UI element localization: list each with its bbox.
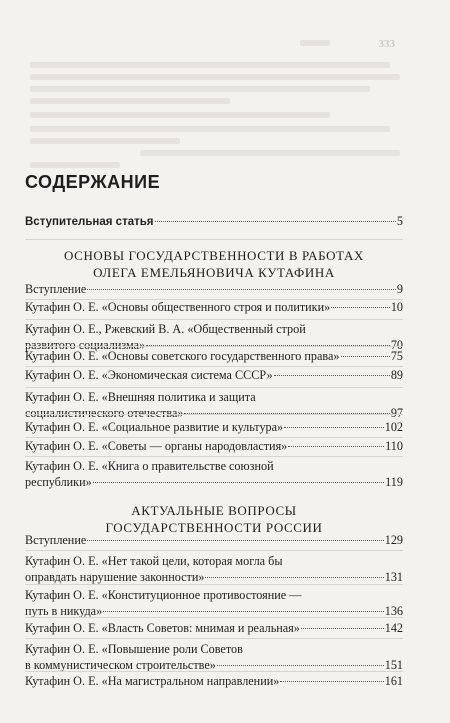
toc-entry-page: 10 (390, 300, 403, 314)
dot-leader (341, 356, 390, 357)
toc-entry-text: Вступление (25, 282, 87, 296)
dot-leader (93, 482, 384, 483)
divider (25, 671, 403, 672)
toc-entry[interactable] (25, 532, 403, 548)
toc-entry-page: 161 (384, 674, 403, 688)
toc-entry[interactable] (25, 348, 403, 364)
toc-entry-text: Кутафин О. Е. «Книга о правительстве союзной (25, 459, 274, 473)
divider (25, 414, 403, 415)
section-heading-2 (25, 502, 403, 536)
divider (25, 346, 403, 347)
bleed-through-text (0, 0, 450, 175)
dot-leader (331, 307, 390, 308)
toc-entry-page: 89 (390, 368, 403, 382)
section-heading-line: ГОСУДАРСТВЕННОСТИ РОССИИ (105, 520, 323, 535)
toc-entry-text: путь в никуда» (25, 604, 103, 618)
toc-entry-page: 142 (384, 621, 403, 635)
divider (25, 456, 403, 457)
divider (25, 638, 403, 639)
dot-leader (103, 611, 384, 612)
toc-entry[interactable] (25, 299, 403, 315)
toc-title: СОДЕРЖАНИЕ (25, 172, 161, 192)
toc-entry-page: 97 (390, 406, 403, 420)
toc-entry-text: Кутафин О. Е. «Конституционное противостояние — (25, 588, 302, 602)
toc-entry[interactable] (25, 587, 403, 619)
toc-entry-text: Кутафин О. Е. «Советы — органы народовластия» (25, 439, 288, 453)
toc-entry-text: республики» (25, 475, 92, 489)
toc-entry-text: развитого социализма» (25, 338, 146, 352)
dot-leader (280, 681, 383, 682)
toc-entry[interactable] (25, 641, 403, 673)
divider (25, 319, 403, 320)
toc-entry[interactable] (25, 553, 403, 585)
dot-leader (217, 665, 384, 666)
dot-leader (301, 628, 384, 629)
section-heading-1 (25, 247, 403, 281)
toc-entry-page: 131 (384, 570, 403, 584)
dot-leader (87, 540, 383, 541)
section-heading-line: ОСНОВЫ ГОСУДАРСТВЕННОСТИ В РАБОТАХ (64, 248, 364, 263)
toc-entry[interactable] (25, 458, 403, 490)
toc-entry-page: 9 (396, 282, 403, 296)
toc-entry[interactable] (25, 438, 403, 454)
dot-leader (274, 375, 390, 376)
toc-entry-text: Кутафин О. Е. «Внешняя политика и защита (25, 390, 256, 404)
dot-leader (155, 221, 396, 222)
toc-entry[interactable] (25, 419, 403, 435)
divider (25, 584, 403, 585)
toc-entry[interactable] (25, 367, 403, 383)
toc-entry-text: в коммунистическом строительстве» (25, 658, 216, 672)
toc-entry-text: Кутафин О. Е. «Социальное развитие и культура» (25, 420, 284, 434)
toc-entry-page: 136 (384, 604, 403, 618)
toc-entry-page: 110 (385, 439, 403, 453)
toc-entry-page: 129 (384, 533, 403, 547)
divider (25, 239, 403, 240)
toc-entry-page: 102 (384, 420, 403, 434)
section-heading-line: АКТУАЛЬНЫЕ ВОПРОСЫ (131, 503, 297, 518)
toc-entry-text: Кутафин О. Е. «Повышение роли Советов (25, 642, 243, 656)
section-heading-line: ОЛЕГА ЕМЕЛЬЯНОВИЧА КУТАФИНА (93, 265, 335, 280)
dot-leader (288, 446, 384, 447)
divider (25, 617, 403, 618)
toc-entry[interactable] (25, 673, 403, 689)
toc-entry-text: Вступление (25, 533, 87, 547)
toc-entry-text: социалистического отечества» (25, 406, 184, 420)
toc-entry-text: Кутафин О. Е. «На магистральном направлении» (25, 674, 280, 688)
toc-entry-text: Кутафин О. Е., Ржевский В. А. «Общественный строй (25, 322, 306, 336)
toc-entry-text: Кутафин О. Е. «Нет такой цели, которая могла бы (25, 554, 283, 568)
toc-entry-text: Кутафин О. Е. «Власть Советов: мнимая и реальная» (25, 621, 300, 635)
toc-entry-text: Кутафин О. Е. «Экономическая система СССР» (25, 368, 273, 382)
toc-entry-intro-article[interactable] (25, 213, 403, 230)
toc-entry-page: 5 (396, 214, 403, 228)
toc-entry-page: 119 (385, 475, 403, 489)
toc-entry-text: Кутафин О. Е. «Основы общественного строя и политики» (25, 300, 331, 314)
toc-entry-page: 75 (390, 349, 403, 363)
divider (25, 550, 403, 551)
toc-entry[interactable] (25, 389, 403, 421)
toc-entry-page: 151 (384, 658, 403, 672)
toc-entry-text: оправдать нарушение законности» (25, 570, 205, 584)
toc-entry[interactable] (25, 281, 403, 297)
dot-leader (205, 577, 383, 578)
dot-leader (87, 289, 396, 290)
toc-entry-page: 70 (390, 338, 403, 352)
divider (25, 387, 403, 388)
toc-entry[interactable] (25, 620, 403, 636)
bleed-through-page-number: 333 (378, 38, 395, 50)
dot-leader (284, 427, 384, 428)
toc-entry-text: Вступительная статья (25, 216, 154, 228)
toc-entry-text: Кутафин О. Е. «Основы советского государственного права» (25, 349, 340, 363)
